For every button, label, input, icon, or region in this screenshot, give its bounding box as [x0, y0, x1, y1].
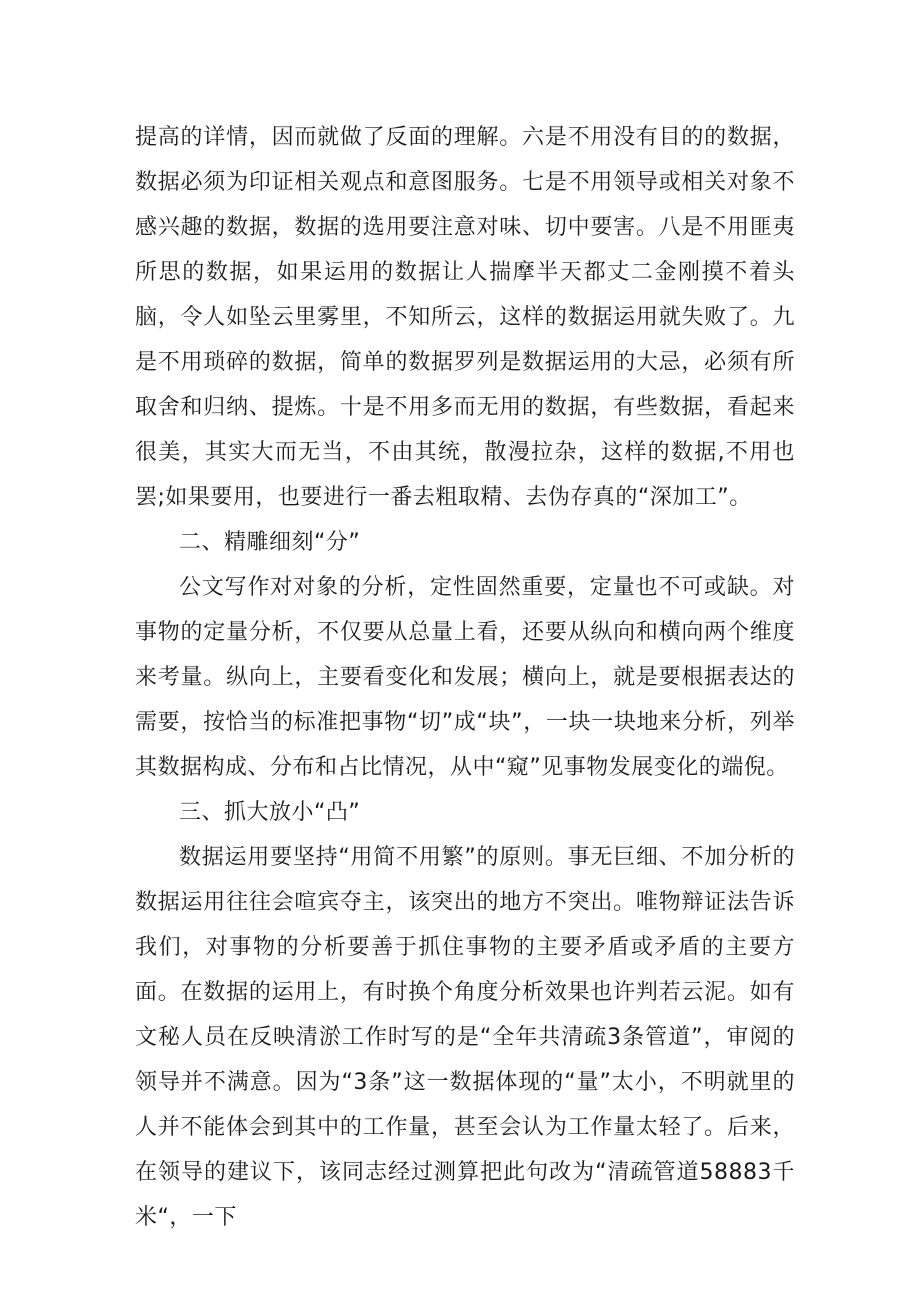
body-paragraph: 公文写作对对象的分析，定性固然重要，定量也不可或缺。对事物的定量分析，不仅要从总量上看，还要从纵向和横向两个维度来考量。纵向上，主要看变化和发展；横向上，就是要根据表达的需要，按恰当的标准把事物“切”成“块”，一块一块地来分析，列举其数据构成、分布和占比情况，从中“窥”见事物发展变化的端倪。: [135, 575, 795, 780]
section-heading: 二、精雕细刻“分”: [179, 530, 361, 555]
document-body: [135, 115, 795, 1240]
section-heading: 三、抓大放小“凸”: [179, 800, 361, 825]
body-paragraph: 数据运用要坚持“用简不用繁”的原则。事无巨细、不加分析的数据运用往往会喧宾夺主，该突出的地方不突出。唯物辩证法告诉我们，对事物的分析要善于抓住事物的主要矛盾或矛盾的主要方面。在数据的运用上，有时换个角度分析效果也许判若云泥。如有文秘人员在反映清淤工作时写的是“全年共清疏3条管道”，审阅的领导并不满意。因为“3条”这一数据体现的“量”太小，不明就里的人并不能体会到其中的工作量，甚至会认为工作量太轻了。后来，在领导的建议下，该同志经过测算把此句改为“清疏管道58883千米“，一下: [135, 845, 796, 1230]
body-paragraph: 提高的详情，因而就做了反面的理解。六是不用没有目的的数据，数据必须为印证相关观点和意图服务。七是不用领导或相关对象不感兴趣的数据，数据的选用要注意对味、切中要害。八是不用匪夷所思的数据，如果运用的数据让人揣摩半天都丈二金刚摸不着头脑，令人如坠云里雾里，不知所云，这样的数据运用就失败了。九是不用琐碎的数据，简单的数据罗列是数据运用的大忌，必须有所取舍和归纳、提炼。十是不用多而无用的数据，有些数据，看起来很美，其实大而无当，不由其统，散漫拉杂，这样的数据,不用也罢;如果要用，也要进行一番去粗取精、去伪存真的“深加工”。: [135, 125, 795, 510]
